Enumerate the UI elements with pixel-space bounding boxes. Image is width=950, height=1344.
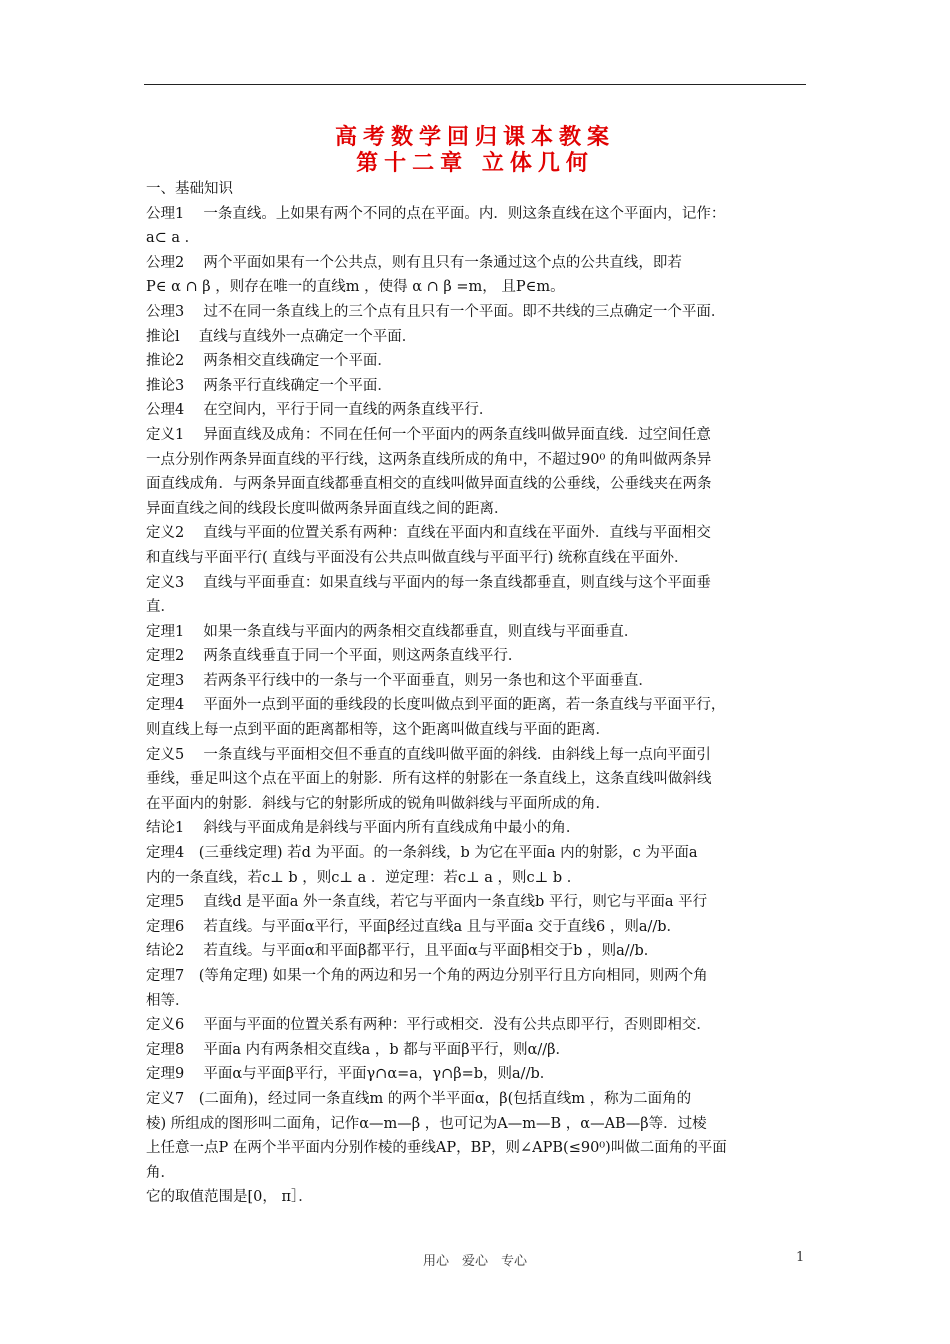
- document-body: [146, 177, 806, 1210]
- text-line: 公理1 一条直线。上如果有两个不同的点在平面。内．则这条直线在这个平面内，记作：: [146, 205, 726, 222]
- text-line: 垂线，垂足叫这个点在平面上的射影．所有这样的射影在一条直线上，这条直线叫做斜线: [146, 771, 712, 788]
- text-line: 异面直线之间的线段长度叫做两条异面直线之间的距离．: [146, 500, 509, 517]
- text-line: 推论l 直线与直线外一点确定一个平面．: [146, 328, 417, 345]
- header-rule: [144, 84, 806, 85]
- text-line: 定理5 直线d 是平面a 外一条直线，若它与平面内一条直线b 平行，则它与平面a 平行: [146, 894, 708, 911]
- text-line: 定理4 平面外一点到平面的垂线段的长度叫做点到平面的距离，若一条直线与平面平行，: [146, 697, 726, 714]
- text-line: 推论3 两条平行直线确定一个平面．: [146, 377, 392, 394]
- text-line: 公理2 两个平面如果有一个公共点，则有且只有一条通过这个点的公共直线，即若: [146, 254, 682, 271]
- text-line: 定义7 (二面角)，经过同一条直线m 的两个半平面α，β(包括直线m ，称为二面角的: [146, 1090, 692, 1107]
- text-line: 内的一条直线，若c⊥ b ，则c⊥ a ．逆定理：若c⊥ a ，则c⊥ b ．: [146, 869, 582, 886]
- text-line: 一点分别作两条异面直线的平行线，这两条直线所成的角中，不超过90⁰ 的角叫做两条异: [146, 451, 712, 468]
- text-line: 面直线成角．与两条异面直线都垂直相交的直线叫做异面直线的公垂线，公垂线夹在两条: [146, 476, 712, 493]
- text-line: 定义3 直线与平面垂直：如果直线与平面内的每一条直线都垂直，则直线与这个平面垂: [146, 574, 711, 591]
- text-line: 定理4 (三垂线定理) 若d 为平面。的一条斜线，b 为它在平面a 内的射影，c 为平面a: [146, 845, 698, 862]
- text-line: 定理3 若两条平行线中的一条与一个平面垂直，则另一条也和这个平面垂直．: [146, 672, 653, 689]
- text-line: 定义5 一条直线与平面相交但不垂直的直线叫做平面的斜线．由斜线上每一点向平面引: [146, 746, 711, 763]
- text-line: 定理6 若直线。与平面α平行，平面β经过直线a 且与平面a 交于直线6 ，则a//b．: [146, 918, 682, 935]
- text-line: 上任意一点P 在两个半平面内分别作棱的垂线AP，BP，则∠APB(≤90⁰)叫做二面角的平面: [146, 1140, 727, 1157]
- text-line: 定理1 如果一条直线与平面内的两条相交直线都垂直，则直线与平面垂直．: [146, 623, 639, 640]
- text-line: 它的取值范围是[0， π］．: [146, 1189, 313, 1206]
- text-line: 角．: [146, 1164, 175, 1181]
- page-number: 1: [796, 1250, 805, 1265]
- document-title: 高考数学回归课本教案: [334, 124, 615, 150]
- text-line: 公理4 在空间内，平行于同一直线的两条直线平行．: [146, 402, 494, 419]
- text-line: 定义6 平面与平面的位置关系有两种：平行或相交．没有公共点即平行，否则即相交．: [146, 1017, 711, 1034]
- text-line: 则直线上每一点到平面的距离都相等，这个距离叫做直线与平面的距离．: [146, 722, 610, 739]
- text-line: a⊂ a ．: [146, 230, 200, 247]
- text-line: 定理7 (等角定理) 如果一个角的两边和另一个角的两边分别平行且方向相同，则两个角: [146, 968, 708, 984]
- text-line: 推论2 两条相交直线确定一个平面．: [146, 353, 392, 370]
- text-line: 棱) 所组成的图形叫二面角，记作α—m—β ，也可记为A—m—B ，α—AB—β等．过棱: [146, 1115, 707, 1132]
- text-line: 结论1 斜线与平面成角是斜线与平面内所有直线成角中最小的角．: [146, 820, 581, 837]
- text-line: P∈ α ∩ β ，则存在唯一的直线m ，使得 α ∩ β =m， 且P∈m。: [146, 279, 565, 296]
- text-line: 和直线与平面平行( 直线与平面没有公共点叫做直线与平面平行) 统称直线在平面外．: [146, 549, 689, 566]
- text-line: 定义1 异面直线及成角：不同在任何一个平面内的两条直线叫做异面直线．过空间任意: [146, 426, 711, 443]
- text-line: 结论2 若直线。与平面α和平面β都平行，且平面α与平面β相交于b ，则a//b．: [146, 943, 659, 960]
- text-line: 在平面内的射影．斜线与它的射影所成的锐角叫做斜线与平面所成的角．: [146, 795, 610, 812]
- text-line: 定理8 平面a 内有两条相交直线a ，b 都与平面β平行，则α//β．: [146, 1041, 571, 1058]
- text-line: 直．: [146, 599, 175, 616]
- text-line: 一、基础知识: [146, 181, 233, 197]
- text-line: 相等．: [146, 992, 190, 1009]
- text-line: 公理3 过不在同一条直线上的三个点有且只有一个平面。即不共线的三点确定一个平面．: [146, 303, 726, 320]
- footer-text: 用心 爱心 专心: [422, 1254, 527, 1269]
- chapter-title: 第十二章 立体几何: [356, 150, 594, 176]
- text-line: 定理9 平面α与平面β平行，平面γ∩α=a，γ∩β=b，则a//b．: [146, 1066, 555, 1083]
- text-line: 定义2 直线与平面的位置关系有两种：直线在平面内和直线在平面外．直线与平面相交: [146, 525, 711, 542]
- text-line: 定理2 两条直线垂直于同一个平面，则这两条直线平行．: [146, 648, 523, 665]
